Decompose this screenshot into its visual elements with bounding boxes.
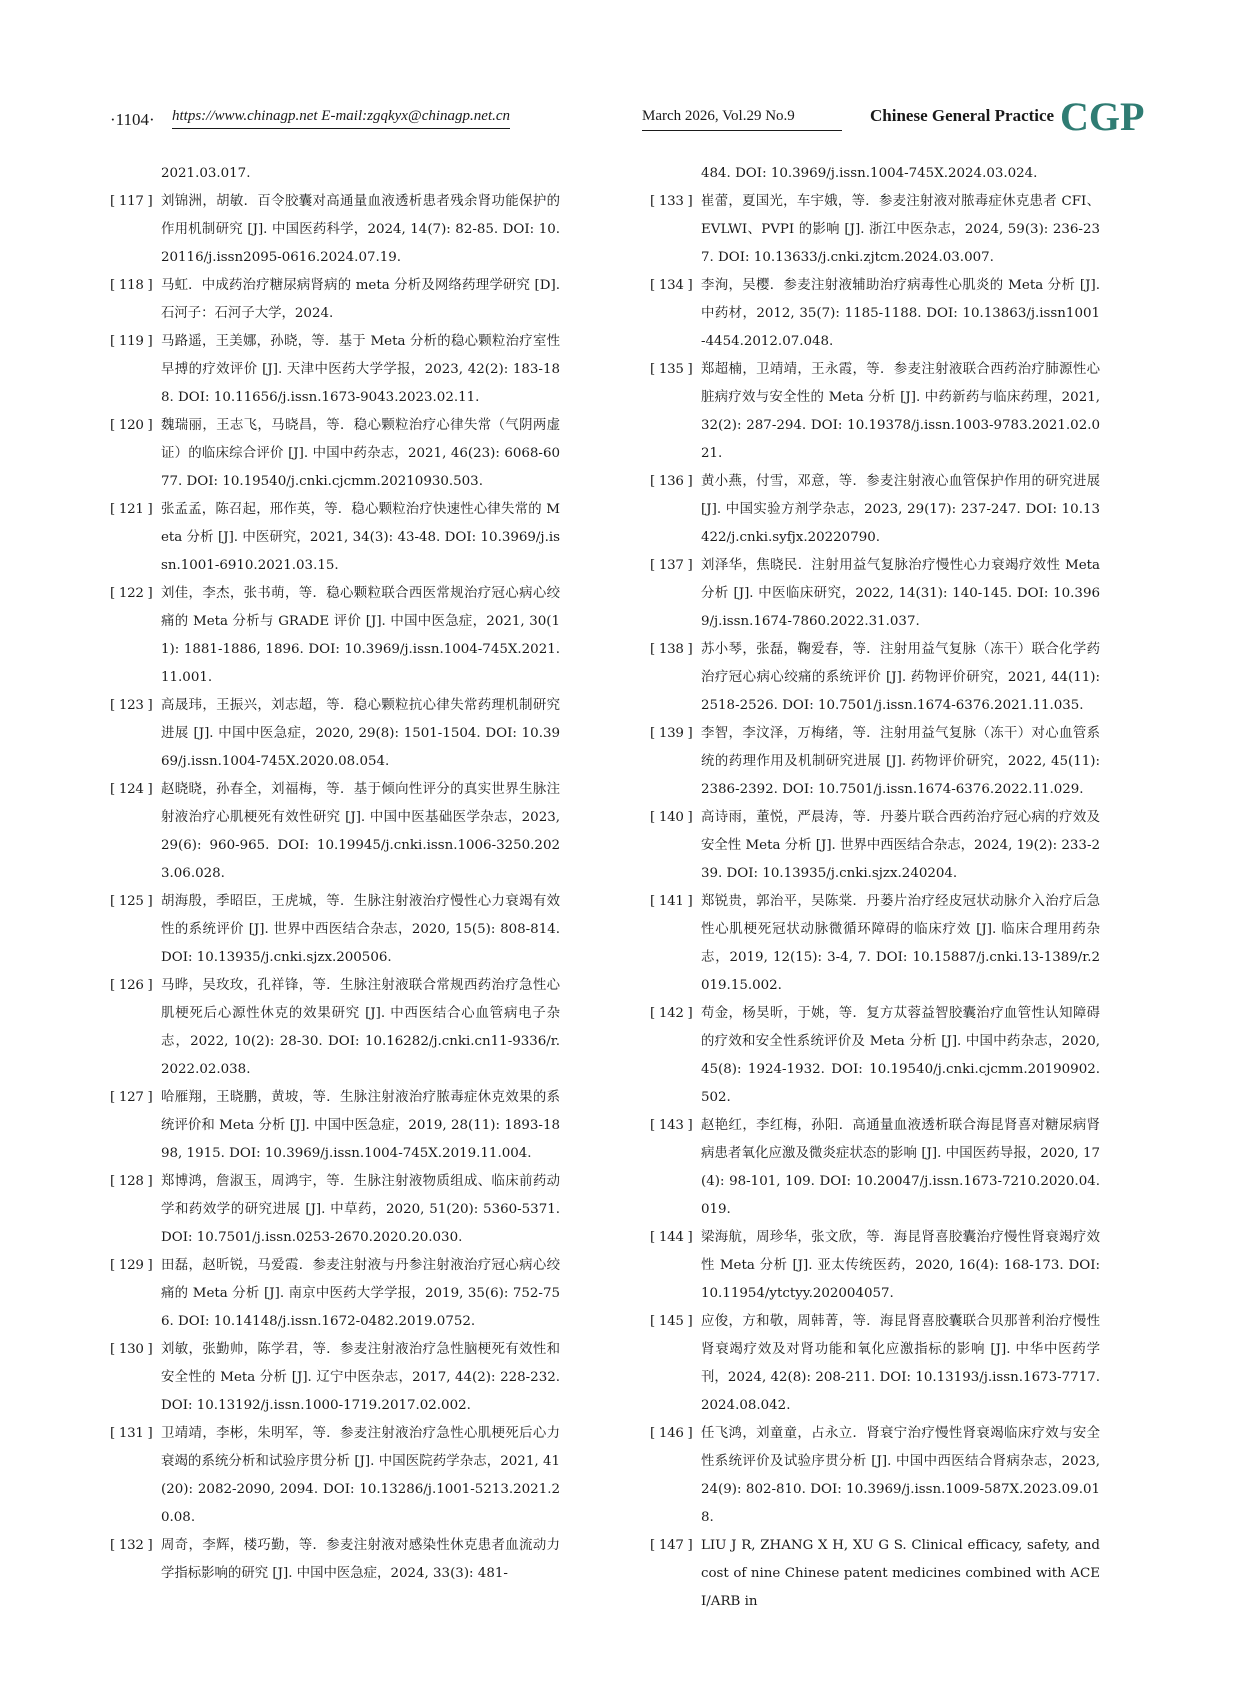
reference-text: 赵晓晓，孙春全，刘福梅，等．基于倾向性评分的真实世界生脉注射液治疗心肌梗死有效性研究 [J]. 中国中医基础医学杂志，2023, 29(6): 960-965. DOI: 10.19945/j.cnki.issn.1006-3250.2023.06.028. xyxy=(161,782,560,881)
reference-number: [ 143 ] xyxy=(650,1118,693,1133)
continuation-text: 2021.03.017. xyxy=(161,166,251,181)
reference-item xyxy=(110,412,560,496)
reference-number: [ 141 ] xyxy=(650,894,693,909)
reference-number: [ 145 ] xyxy=(650,1314,693,1329)
reference-text: 哈雁翔，王晓鹏，黄坡，等．生脉注射液治疗脓毒症休克效果的系统评价和 Meta 分析 [J]. 中国中医急症，2019, 28(11): 1893-1898, 1915. DOI: 10.3969/j.issn.1004-745X.2019.11.004. xyxy=(161,1090,560,1161)
reference-item xyxy=(650,1420,1100,1532)
reference-item xyxy=(110,1252,560,1336)
reference-item xyxy=(650,356,1100,468)
reference-text: 任飞鸿，刘童童，占永立．肾衰宁治疗慢性肾衰竭临床疗效与安全性系统评价及试验序贯分析 [J]. 中国中西医结合肾病杂志，2023, 24(9): 802-810. DOI: 10.3969/j.issn.1009-587X.2023.09.018. xyxy=(701,1426,1100,1525)
reference-number: [ 134 ] xyxy=(650,278,693,293)
reference-text: 郑博鸿，詹淑玉，周鸿宇，等．生脉注射液物质组成、临床前药动学和药效学的研究进展 [J]. 中草药，2020, 51(20): 5360-5371. DOI: 10.7501/j.issn.0253-2670.2020.20.030. xyxy=(161,1174,560,1245)
date-volume: March 2026, Vol.29 No.9 xyxy=(642,108,795,124)
reference-number: [ 136 ] xyxy=(650,474,693,489)
reference-item xyxy=(110,888,560,972)
reference-item xyxy=(110,776,560,888)
reference-number: [ 131 ] xyxy=(110,1426,153,1441)
cgp-logo xyxy=(1060,92,1145,139)
reference-text: 刘敏，张勤帅，陈学君，等．参麦注射液治疗急性脑梗死有效性和安全性的 Meta 分析 [J]. 辽宁中医杂志，2017, 44(2): 228-232. DOI: 10.13192/j.issn.1000-1719.2017.02.002. xyxy=(161,1342,560,1413)
reference-text: LIU J R, ZHANG X H, XU G S. Clinical efficacy, safety, and cost of nine Chinese patent medicines combined with ACEI/ARB in xyxy=(701,1538,1100,1609)
reference-number: [ 147 ] xyxy=(650,1538,693,1553)
reference-number: [ 122 ] xyxy=(110,586,153,601)
reference-item xyxy=(110,496,560,580)
reference-item xyxy=(110,692,560,776)
reference-text: 崔蕾，夏国光，车宇娥，等．参麦注射液对脓毒症休克患者 CFI、EVLWI、PVPI 的影响 [J]. 浙江中医杂志，2024, 59(3): 236-237. DOI: 10.13633/j.cnki.zjtcm.2024.03.007. xyxy=(701,194,1100,265)
reference-number: [ 146 ] xyxy=(650,1426,693,1441)
left-column xyxy=(110,160,560,1588)
reference-item xyxy=(110,272,560,328)
reference-item xyxy=(110,1532,560,1588)
reference-text: 马晔，吴玫玫，孔祥锋，等．生脉注射液联合常规西药治疗急性心肌梗死后心源性休克的效果研究 [J]. 中西医结合心血管病电子杂志，2022, 10(2): 28-30. DOI: 10.16282/j.cnki.cn11-9336/r.2022.02.038. xyxy=(161,978,560,1077)
reference-item xyxy=(650,1112,1100,1224)
reference-number: [ 128 ] xyxy=(110,1174,153,1189)
reference-text: 应俊，方和敬，周韩菁，等．海昆肾喜胶囊联合贝那普利治疗慢性肾衰竭疗效及对肾功能和氧化应激指标的影响 [J]. 中华中医药学刊，2024, 42(8): 208-211. DOI: 10.13193/j.issn.1673-7717.2024.08.042. xyxy=(701,1314,1100,1413)
reference-text: 胡海殷，季昭臣，王虎城，等．生脉注射液治疗慢性心力衰竭有效性的系统评价 [J]. 世界中西医结合杂志，2020, 15(5): 808-814. DOI: 10.13935/j.cnki.sjzx.200506. xyxy=(161,894,560,965)
reference-item xyxy=(650,888,1100,1000)
reference-item xyxy=(650,720,1100,804)
reference-number: [ 120 ] xyxy=(110,418,153,433)
reference-text: 李洵，吴樱．参麦注射液辅助治疗病毒性心肌炎的 Meta 分析 [J]. 中药材，2012, 35(7): 1185-1188. DOI: 10.13863/j.issn1001-4454.2012.07.048. xyxy=(701,278,1100,349)
reference-number: [ 137 ] xyxy=(650,558,693,573)
reference-text: 马路遥，王美娜，孙晓，等．基于 Meta 分析的稳心颗粒治疗室性早搏的疗效评价 [J]. 天津中医药大学学报，2023, 42(2): 183-188. DOI: 10.11656/j.issn.1673-9043.2023.02.11. xyxy=(161,334,560,405)
reference-item xyxy=(650,468,1100,552)
reference-number: [ 126 ] xyxy=(110,978,153,993)
reference-text: 高晟玮，王振兴，刘志超，等．稳心颗粒抗心律失常药理机制研究进展 [J]. 中国中医急症，2020, 29(8): 1501-1504. DOI: 10.3969/j.issn.1004-745X.2020.08.054. xyxy=(161,698,560,769)
reference-number: [ 135 ] xyxy=(650,362,693,377)
reference-number: [ 129 ] xyxy=(110,1258,153,1273)
reference-item xyxy=(110,188,560,272)
reference-item xyxy=(650,636,1100,720)
continuation-text: 484. DOI: 10.3969/j.issn.1004-745X.2024.03.024. xyxy=(701,166,1038,181)
reference-number: [ 124 ] xyxy=(110,782,153,797)
reference-number: [ 139 ] xyxy=(650,726,693,741)
reference-list-left xyxy=(110,188,560,1588)
header-rule xyxy=(642,130,842,131)
reference-item xyxy=(650,804,1100,888)
reference-text: 刘锦洲，胡敏．百令胶囊对高通量血液透析患者残余肾功能保护的作用机制研究 [J]. 中国医药科学，2024, 14(7): 82-85. DOI: 10.20116/j.issn2095-0616.2024.07.19. xyxy=(161,194,560,265)
page-header xyxy=(0,92,1247,138)
reference-text: 刘泽华，焦晓民．注射用益气复脉治疗慢性心力衰竭疗效性 Meta 分析 [J]. 中医临床研究，2022, 14(31): 140-145. DOI: 10.3969/j.issn.1674-7860.2022.31.037. xyxy=(701,558,1100,629)
page-number: ·1104· xyxy=(110,110,155,129)
reference-item xyxy=(110,580,560,692)
reference-number: [ 144 ] xyxy=(650,1230,693,1245)
reference-number: [ 130 ] xyxy=(110,1342,153,1357)
reference-text: 黄小燕，付雪，邓意，等．参麦注射液心血管保护作用的研究进展 [J]. 中国实验方剂学杂志，2023, 29(17): 237-247. DOI: 10.13422/j.cnki.syfjx.20220790. xyxy=(701,474,1100,545)
reference-text: 苟金，杨昊昕，于姚，等．复方苁蓉益智胶囊治疗血管性认知障碍的疗效和安全性系统评价及 Meta 分析 [J]. 中国中药杂志，2020, 45(8): 1924-1932. DOI: 10.19540/j.cnki.cjcmm.20190902.502. xyxy=(701,1006,1100,1105)
svg-text:CGP: CGP xyxy=(1060,94,1145,139)
reference-item xyxy=(650,1224,1100,1308)
reference-number: [ 142 ] xyxy=(650,1006,693,1021)
reference-text: 田磊，赵昕锐，马爱霞．参麦注射液与丹参注射液治疗冠心病心绞痛的 Meta 分析 [J]. 南京中医药大学学报，2019, 35(6): 752-756. DOI: 10.14148/j.issn.1672-0482.2019.0752. xyxy=(161,1258,560,1329)
reference-item xyxy=(110,972,560,1084)
reference-text: 周奇，李辉，楼巧勤，等．参麦注射液对感染性休克患者血流动力学指标影响的研究 [J]. 中国中医急症，2024, 33(3): 481- xyxy=(161,1538,560,1581)
reference-item xyxy=(110,328,560,412)
reference-number: [ 121 ] xyxy=(110,502,153,517)
reference-text: 郑超楠，卫靖靖，王永霞，等．参麦注射液联合西药治疗肺源性心脏病疗效与安全性的 Meta 分析 [J]. 中药新药与临床药理，2021, 32(2): 287-294. DOI: 10.19378/j.issn.1003-9783.2021.02.021. xyxy=(701,362,1100,461)
reference-text: 张孟孟，陈召起，邢作英，等．稳心颗粒治疗快速性心律失常的 Meta 分析 [J]. 中医研究，2021, 34(3): 43-48. DOI: 10.3969/j.issn.1001-6910.2021.03.15. xyxy=(161,502,560,573)
url-email: https://www.chinagp.net E-mail:zgqkyx@chinagp.net.cn xyxy=(172,108,510,129)
reference-number: [ 125 ] xyxy=(110,894,153,909)
reference-number: [ 132 ] xyxy=(110,1538,153,1553)
reference-item xyxy=(650,188,1100,272)
reference-text: 高诗雨，董悦，严晨涛，等．丹蒌片联合西药治疗冠心病的疗效及安全性 Meta 分析 [J]. 世界中西医结合杂志，2024, 19(2): 233-239. DOI: 10.13935/j.cnki.sjzx.240204. xyxy=(701,810,1100,881)
reference-number: [ 133 ] xyxy=(650,194,693,209)
reference-text: 李智，李汶泽，万梅绪，等．注射用益气复脉（冻干）对心血管系统的药理作用及机制研究进展 [J]. 药物评价研究，2022, 45(11): 2386-2392. DOI: 10.7501/j.issn.1674-6376.2022.11.029. xyxy=(701,726,1100,797)
right-column xyxy=(650,160,1100,1616)
reference-number: [ 140 ] xyxy=(650,810,693,825)
reference-text: 郑锐贵，郭治平，吴陈棠．丹蒌片治疗经皮冠状动脉介入治疗后急性心肌梗死冠状动脉微循环障碍的临床疗效 [J]. 临床合理用药杂志，2019, 12(15): 3-4, 7. DOI: 10.15887/j.cnki.13-1389/r.2019.15.002. xyxy=(701,894,1100,993)
reference-item xyxy=(110,1336,560,1420)
reference-item xyxy=(110,1168,560,1252)
journal-name: Chinese General Practice xyxy=(870,106,1055,125)
reference-item xyxy=(650,1532,1100,1616)
reference-text: 卫靖靖，李彬，朱明军，等．参麦注射液治疗急性心肌梗死后心力衰竭的系统分析和试验序贯分析 [J]. 中国医院药学杂志，2021, 41(20): 2082-2090, 2094. DOI: 10.13286/j.1001-5213.2021.20.08. xyxy=(161,1426,560,1525)
reference-number: [ 119 ] xyxy=(110,334,153,349)
reference-text: 魏瑞丽，王志飞，马晓昌，等．稳心颗粒治疗心律失常（气阴两虚证）的临床综合评价 [J]. 中国中药杂志，2021, 46(23): 6068-6077. DOI: 10.19540/j.cnki.cjcmm.20210930.503. xyxy=(161,418,560,489)
reference-list-right xyxy=(650,188,1100,1616)
reference-item xyxy=(650,272,1100,356)
reference-number: [ 127 ] xyxy=(110,1090,153,1105)
reference-item xyxy=(110,1084,560,1168)
reference-number: [ 123 ] xyxy=(110,698,153,713)
reference-text: 苏小琴，张磊，鞠爱春，等．注射用益气复脉（冻干）联合化学药治疗冠心病心绞痛的系统评价 [J]. 药物评价研究，2021, 44(11): 2518-2526. DOI: 10.7501/j.issn.1674-6376.2021.11.035. xyxy=(701,642,1100,713)
reference-text: 梁海航，周珍华，张文欣，等．海昆肾喜胶囊治疗慢性肾衰竭疗效性 Meta 分析 [J]. 亚太传统医药，2020, 16(4): 168-173. DOI: 10.11954/ytctyy.202004057. xyxy=(701,1230,1100,1301)
reference-number: [ 117 ] xyxy=(110,194,153,209)
reference-item xyxy=(650,1308,1100,1420)
reference-item xyxy=(650,1000,1100,1112)
reference-text: 赵艳红，李红梅，孙阳．高通量血液透析联合海昆肾喜对糖尿病肾病患者氧化应激及微炎症状态的影响 [J]. 中国医药导报，2020, 17(4): 98-101, 109. DOI: 10.20047/j.issn.1673-7210.2020.04.019. xyxy=(701,1118,1100,1217)
reference-number: [ 138 ] xyxy=(650,642,693,657)
reference-text: 刘佳，李杰，张书萌，等．稳心颗粒联合西医常规治疗冠心病心绞痛的 Meta 分析与 GRADE 评价 [J]. 中国中医急症，2021, 30(11): 1881-1886, 1896. DOI: 10.3969/j.issn.1004-745X.2021.11.001. xyxy=(161,586,560,685)
reference-text: 马虹．中成药治疗糖尿病肾病的 meta 分析及网络药理学研究 [D]. 石河子：石河子大学，2024. xyxy=(161,278,560,321)
reference-item xyxy=(110,1420,560,1532)
reference-item xyxy=(650,552,1100,636)
reference-number: [ 118 ] xyxy=(110,278,153,293)
